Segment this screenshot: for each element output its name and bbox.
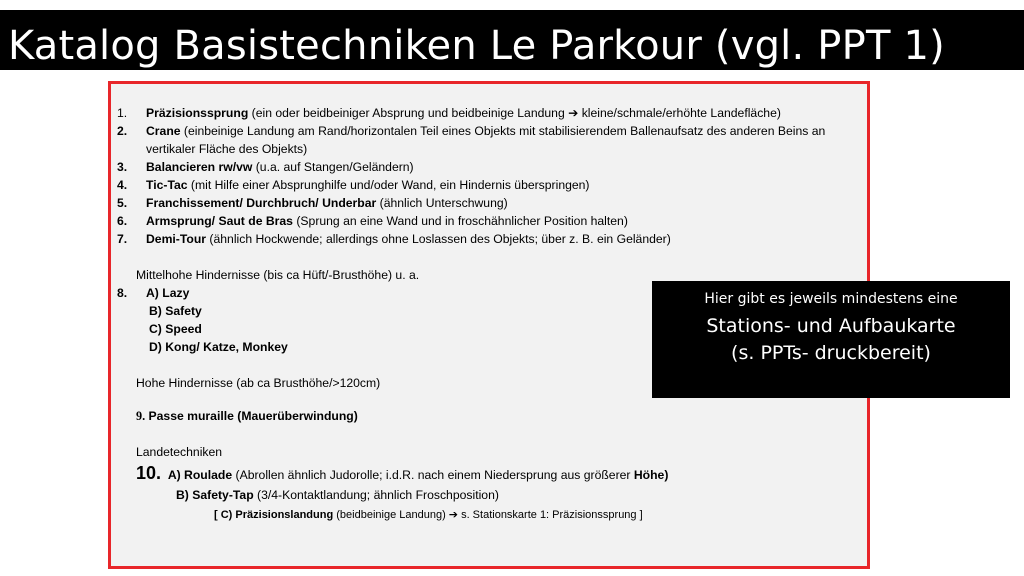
technique-description: (Abrollen ähnlich Judorolle; i.d.R. nach einem Niedersprung aus größerer <box>232 468 634 482</box>
technique-name: Balancieren rw/vw <box>146 160 253 174</box>
item-number-8: 8. <box>117 286 128 300</box>
technique-description: (u.a. auf Stangen/Geländern) <box>252 160 414 174</box>
list-item-text <box>146 105 781 121</box>
item-number: 5. <box>117 196 128 210</box>
item-number-9: 9. <box>136 409 146 423</box>
list-item <box>117 213 127 229</box>
arrow-icon: ➔ <box>448 508 459 521</box>
technique-name: Crane <box>146 124 181 138</box>
station-card-callout <box>652 281 1010 398</box>
list-item-text <box>146 231 671 247</box>
technique-name: A) Roulade <box>167 468 233 482</box>
technique-name: Passe muraille (Mauerüberwindung) <box>145 409 358 423</box>
list-item <box>117 159 127 175</box>
list-item <box>117 177 127 193</box>
callout-line-1: Hier gibt es jeweils mindestens eine <box>704 291 958 307</box>
list-item-text <box>146 213 628 229</box>
technique-name: Demi-Tour <box>146 232 207 246</box>
section-heading-landing: Landetechniken <box>136 445 223 459</box>
technique-name: Präzisionssprung <box>146 106 249 120</box>
list-item-text <box>146 159 414 175</box>
list-item-text <box>146 177 590 193</box>
list-item <box>117 105 127 121</box>
section-heading-medium: Mittelhohe Hindernisse (bis ca Hüft/-Brusthöhe) u. a. <box>136 268 420 282</box>
item-number: 4. <box>117 178 128 192</box>
arrow-icon: ➔ <box>568 106 579 120</box>
list-item-continuation: vertikaler Fläche des Objekts) <box>146 142 308 156</box>
section-heading-high: Hohe Hindernisse (ab ca Brusthöhe/>120cm) <box>136 376 381 390</box>
technique-description: s. Stationskarte 1: Präzisionssprung ] <box>458 509 643 521</box>
list-item-text <box>146 195 508 211</box>
item-number: 1. <box>117 106 128 120</box>
technique-safety-tap <box>176 487 499 503</box>
list-item <box>117 123 127 139</box>
technique-speed <box>149 321 202 337</box>
technique-name: D) Kong/ Katze, Monkey <box>149 340 288 354</box>
callout-line-2: Stations- und Aufbaukarte <box>706 315 956 337</box>
item-number-10: 10. <box>136 463 162 483</box>
item-number: 3. <box>117 160 128 174</box>
technique-kong <box>149 339 288 355</box>
list-item <box>117 195 127 211</box>
technique-name: C) Speed <box>149 322 202 336</box>
title-bar <box>0 10 1024 70</box>
technique-name: Tic-Tac <box>146 178 188 192</box>
list-item-text <box>146 123 825 139</box>
technique-roulade <box>136 463 668 485</box>
technique-description: (Sprung an eine Wand und in froschähnlicher Position halten) <box>292 214 628 228</box>
technique-name: B) Safety <box>149 304 202 318</box>
item-number: 2. <box>117 124 128 138</box>
item-number <box>117 285 127 301</box>
bracket-open: [ <box>214 509 221 521</box>
technique-praezisionslandung <box>214 507 643 523</box>
technique-description: (mit Hilfe einer Absprunghilfe und/oder Wand, ein Hindernis überspringen) <box>187 178 590 192</box>
slide-title: Katalog Basistechniken Le Parkour (vgl. PPT 1) <box>8 23 945 69</box>
technique-name: Franchissement/ Durchbruch/ Underbar <box>146 196 377 210</box>
technique-description: (ähnlich Hockwende; allerdings ohne Loslassen des Objekts; über z. B. ein Geländer) <box>206 232 671 246</box>
technique-description: (einbeinige Landung am Rand/horizontalen Teil eines Objekts mit stabilisierendem Ballenaufsatz des anderen Beins an <box>180 124 826 138</box>
technique-description: (ein oder beidbeiniger Absprung und beidbeinige Landung <box>248 106 569 120</box>
technique-passe-muraille <box>136 408 358 424</box>
technique-description: (3/4-Kontaktlandung; ähnlich Froschposition) <box>253 488 499 502</box>
technique-description: kleine/schmale/erhöhte Landefläche) <box>578 106 781 120</box>
technique-lazy <box>146 285 189 301</box>
technique-name: C) Präzisionslandung <box>220 509 334 521</box>
item-number: 7. <box>117 232 128 246</box>
item-number: 6. <box>117 214 128 228</box>
technique-name: Armsprung/ Saut de Bras <box>146 214 293 228</box>
technique-name: B) Safety-Tap <box>176 488 254 502</box>
technique-safety <box>149 303 202 319</box>
technique-description-bold: Höhe) <box>633 468 669 482</box>
technique-description: (beidbeinige Landung) <box>333 509 449 521</box>
callout-line-3: (s. PPTs- druckbereit) <box>731 342 931 364</box>
technique-name: A) Lazy <box>146 286 190 300</box>
list-item <box>117 231 127 247</box>
technique-description: (ähnlich Unterschwung) <box>376 196 508 210</box>
